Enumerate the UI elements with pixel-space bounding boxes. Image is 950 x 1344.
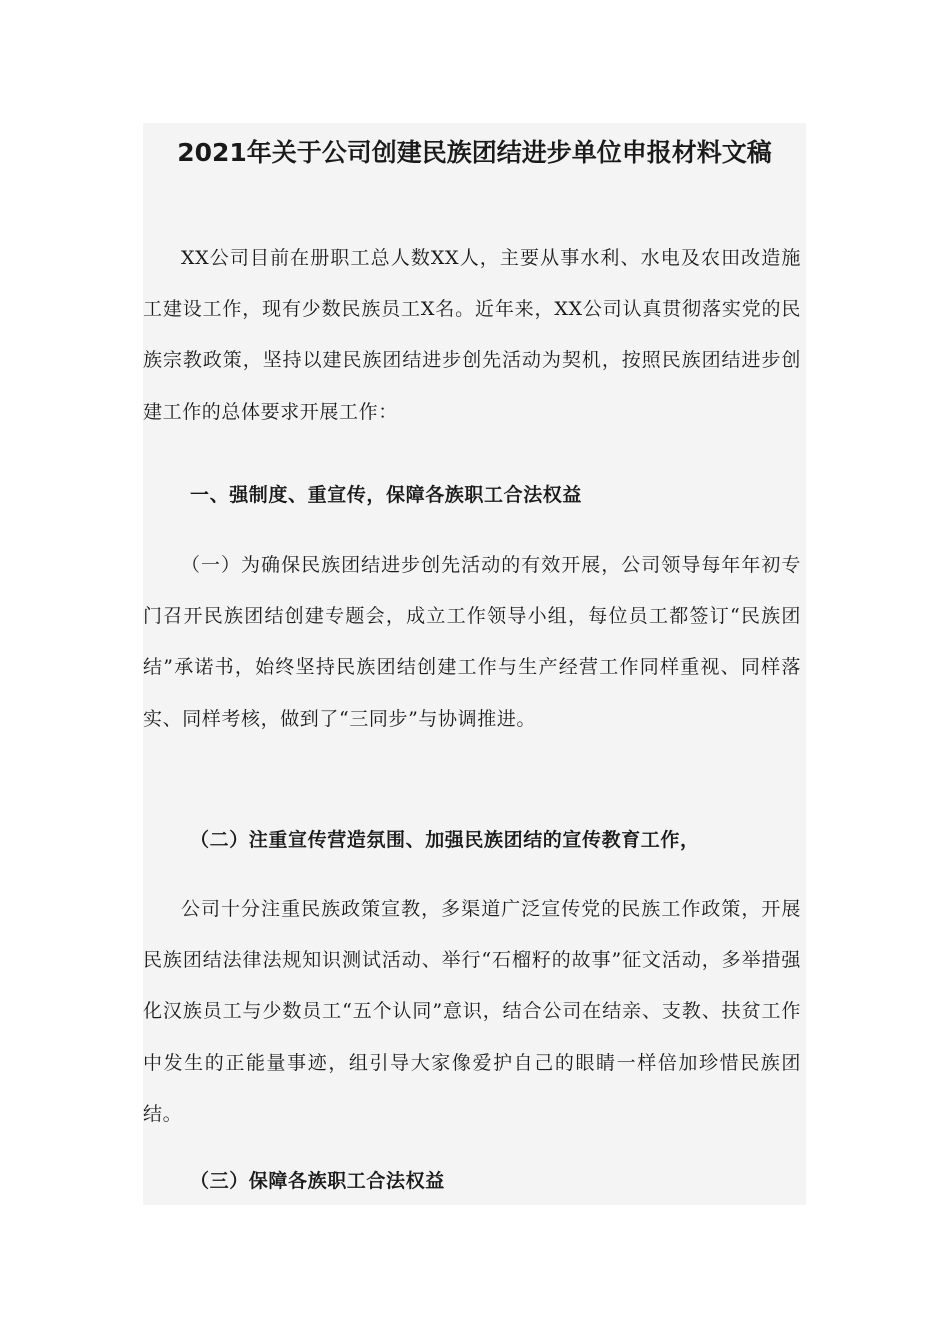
subheading-item-3: （三）保障各族职工合法权益: [190, 1170, 445, 1192]
paragraph-item-1: （一）为确保民族团结进步创先活动的有效开展，公司领导每年年初专门召开民族团结创建专题会，成立工作领导小组，每位员工都签订“民族团结”承诺书，始终坚持民族团结创建工作与生产经营工作同样重视、同样落实、同样考核，做到了“三同步”与协调推进。: [143, 554, 801, 730]
document-title: 2021年关于公司创建民族团结进步单位申报材料文稿: [177, 138, 772, 167]
paragraph-item-2: 公司十分注重民族政策宣教，多渠道广泛宣传党的民族工作政策，开展民族团结法律法规知识测试活动、举行“石榴籽的故事”征文活动，多举措强化汉族员工与少数员工“五个认同”意识，结合公司在结亲、支教、扶贫工作中发生的正能量事迹，组引导大家像爱护自己的眼睛一样倍加珍惜民族团结。: [143, 898, 801, 1125]
section-heading-1: 一、强制度、重宣传，保障各族职工合法权益: [190, 484, 583, 506]
subheading-item-2: （二）注重宣传营造氛围、加强民族团结的宣传教育工作，: [190, 829, 700, 851]
intro-paragraph: XX公司目前在册职工总人数XX人，主要从事水利、水电及农田改造施工建设工作，现有少数民族员工X名。近年来，XX公司认真贯彻落实党的民族宗教政策，坚持以建民族团结进步创先活动为契机，按照民族团结进步创建工作的总体要求开展工作：: [143, 247, 801, 423]
